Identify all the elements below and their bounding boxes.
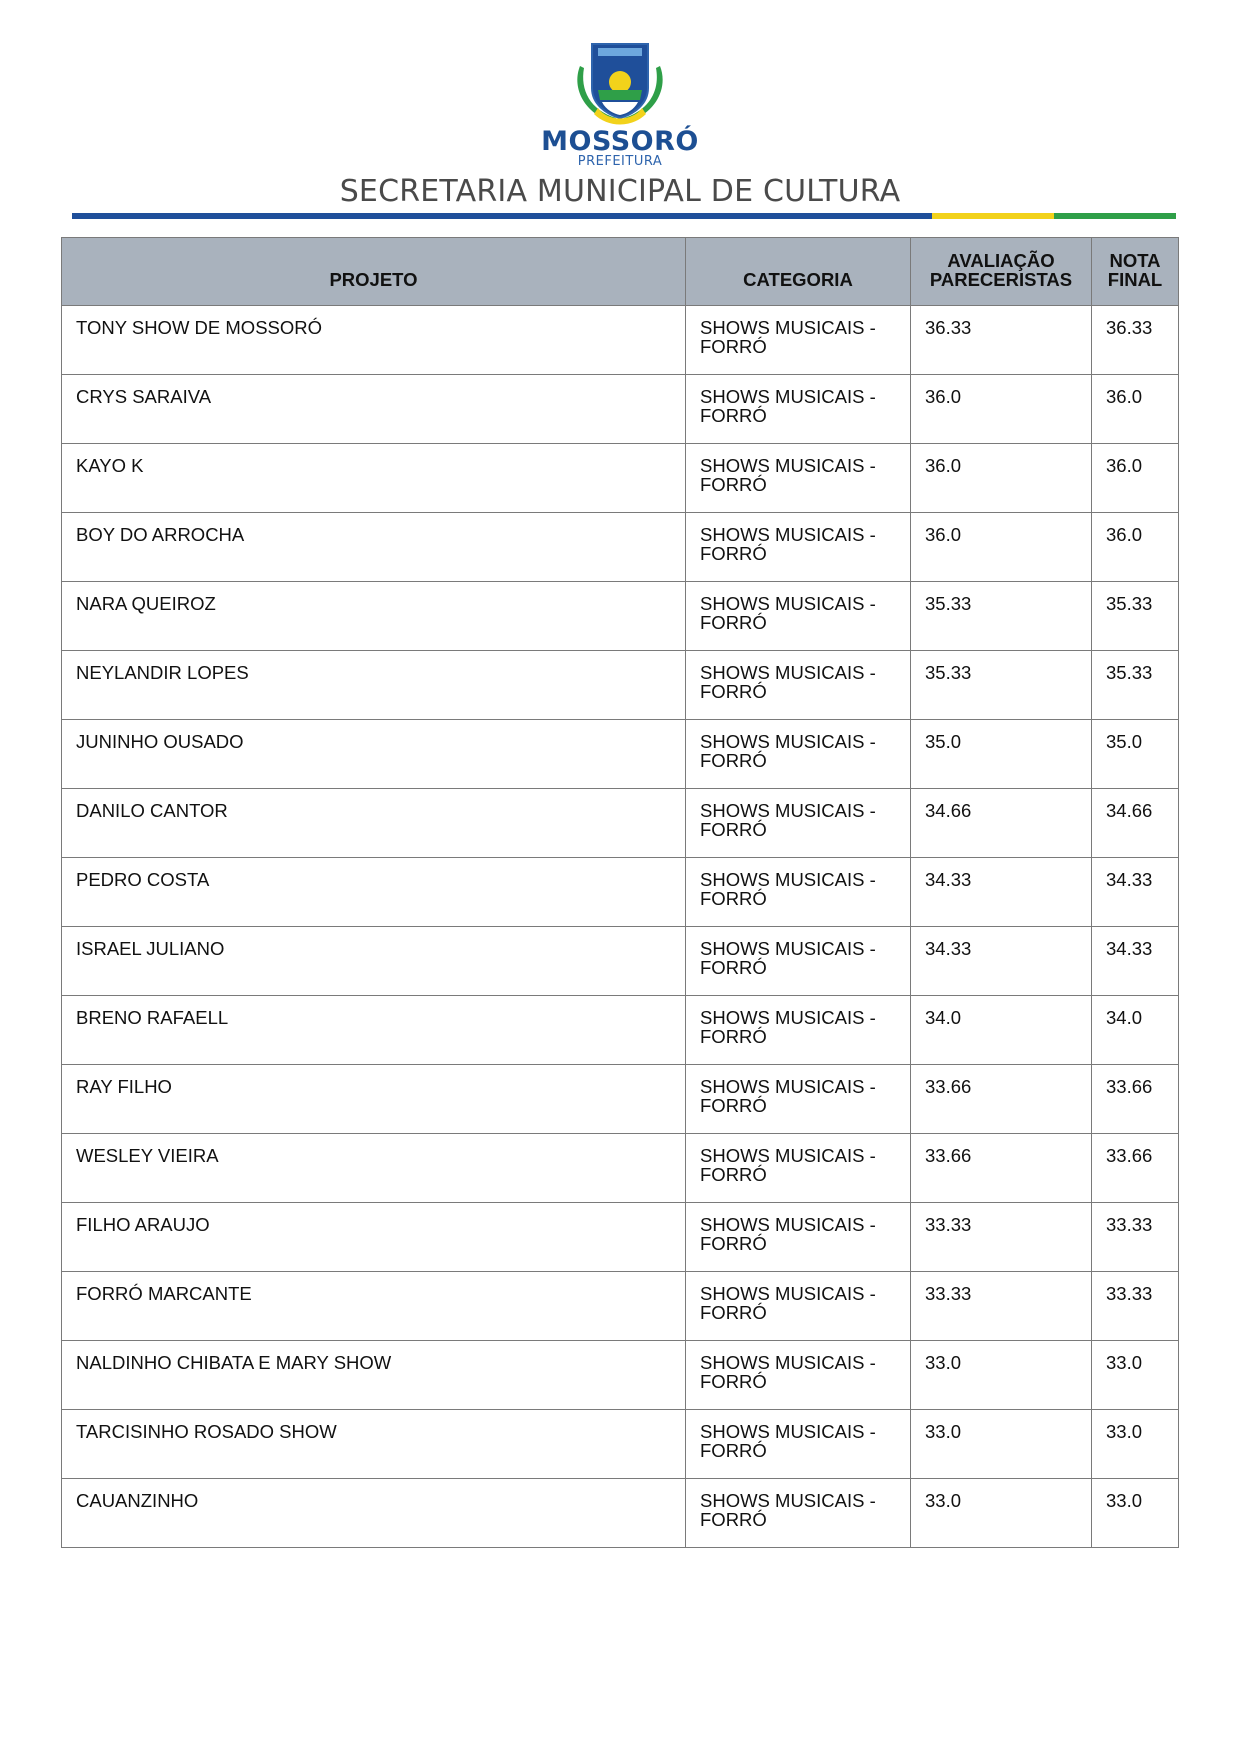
- cell-categoria: [686, 1479, 911, 1548]
- cell-categoria: [686, 720, 911, 789]
- table-row: [62, 858, 1179, 927]
- cell-nota-final: 33.66: [1092, 1134, 1179, 1203]
- cell-categoria: [686, 444, 911, 513]
- cell-projeto: NALDINHO CHIBATA E MARY SHOW: [62, 1341, 686, 1410]
- table-header-row: [62, 238, 1179, 306]
- cell-projeto: FILHO ARAUJO: [62, 1203, 686, 1272]
- table-row: [62, 927, 1179, 996]
- cell-nota-final: 35.0: [1092, 720, 1179, 789]
- cell-categoria-line2: FORRÓ: [700, 1233, 767, 1254]
- cell-categoria: [686, 306, 911, 375]
- cell-categoria-line1: SHOWS MUSICAIS -: [700, 1214, 876, 1235]
- cell-categoria-line2: FORRÓ: [700, 474, 767, 495]
- column-header-nota-final: [1092, 238, 1179, 306]
- cell-nota-final: 34.33: [1092, 927, 1179, 996]
- cell-categoria-line1: SHOWS MUSICAIS -: [700, 455, 876, 476]
- cell-categoria-line1: SHOWS MUSICAIS -: [700, 1283, 876, 1304]
- cell-categoria: [686, 513, 911, 582]
- cell-avaliacao: 33.33: [911, 1203, 1092, 1272]
- cell-categoria-line1: SHOWS MUSICAIS -: [700, 662, 876, 683]
- column-header-avaliacao-line2: PARECERISTAS: [929, 269, 1073, 290]
- cell-categoria: [686, 1272, 911, 1341]
- cell-categoria: [686, 1203, 911, 1272]
- cell-projeto: TONY SHOW DE MOSSORÓ: [62, 306, 686, 375]
- header-divider-blue: [72, 213, 932, 219]
- cell-categoria-line2: FORRÓ: [700, 1095, 767, 1116]
- cell-projeto: TARCISINHO ROSADO SHOW: [62, 1410, 686, 1479]
- table-row: [62, 1479, 1179, 1548]
- cell-categoria-line1: SHOWS MUSICAIS -: [700, 593, 876, 614]
- cell-projeto: ISRAEL JULIANO: [62, 927, 686, 996]
- cell-projeto: NARA QUEIROZ: [62, 582, 686, 651]
- cell-categoria-line1: SHOWS MUSICAIS -: [700, 1352, 876, 1373]
- cell-categoria-line2: FORRÓ: [700, 819, 767, 840]
- cell-categoria-line2: FORRÓ: [700, 957, 767, 978]
- cell-avaliacao: 36.0: [911, 513, 1092, 582]
- table-row: [62, 375, 1179, 444]
- city-coat-of-arms-icon: [568, 38, 672, 126]
- column-header-avaliacao: [911, 238, 1092, 306]
- cell-nota-final: 33.66: [1092, 1065, 1179, 1134]
- cell-projeto: CAUANZINHO: [62, 1479, 686, 1548]
- cell-categoria: [686, 1341, 911, 1410]
- cell-avaliacao: 34.66: [911, 789, 1092, 858]
- cell-nota-final: 34.66: [1092, 789, 1179, 858]
- table-row: [62, 1341, 1179, 1410]
- cell-categoria-line1: SHOWS MUSICAIS -: [700, 317, 876, 338]
- cell-categoria-line2: FORRÓ: [700, 1509, 767, 1530]
- cell-projeto: WESLEY VIEIRA: [62, 1134, 686, 1203]
- cell-avaliacao: 33.33: [911, 1272, 1092, 1341]
- table-row: [62, 720, 1179, 789]
- cell-categoria: [686, 858, 911, 927]
- table-row: [62, 1272, 1179, 1341]
- table-body: [62, 306, 1179, 1548]
- cell-avaliacao: 33.0: [911, 1479, 1092, 1548]
- cell-projeto: JUNINHO OUSADO: [62, 720, 686, 789]
- header-divider-yellow: [932, 213, 1054, 219]
- cell-avaliacao: 33.0: [911, 1410, 1092, 1479]
- table-row: [62, 582, 1179, 651]
- cell-categoria-line2: FORRÓ: [700, 750, 767, 771]
- cell-nota-final: 36.0: [1092, 444, 1179, 513]
- cell-avaliacao: 35.33: [911, 582, 1092, 651]
- prefeitura-label: PREFEITURA: [577, 154, 663, 169]
- table-row: [62, 513, 1179, 582]
- table-row: [62, 1203, 1179, 1272]
- cell-nota-final: 33.33: [1092, 1203, 1179, 1272]
- cell-nota-final: 34.33: [1092, 858, 1179, 927]
- cell-categoria-line2: FORRÓ: [700, 1371, 767, 1392]
- cell-avaliacao: 33.66: [911, 1134, 1092, 1203]
- cell-categoria-line1: SHOWS MUSICAIS -: [700, 1007, 876, 1028]
- cell-projeto: NEYLANDIR LOPES: [62, 651, 686, 720]
- cell-categoria-line2: FORRÓ: [700, 543, 767, 564]
- cell-categoria-line2: FORRÓ: [700, 336, 767, 357]
- table-row: [62, 651, 1179, 720]
- cell-categoria-line2: FORRÓ: [700, 612, 767, 633]
- cell-categoria-line1: SHOWS MUSICAIS -: [700, 1490, 876, 1511]
- cell-nota-final: 33.0: [1092, 1410, 1179, 1479]
- cell-nota-final: 35.33: [1092, 582, 1179, 651]
- cell-categoria-line2: FORRÓ: [700, 1026, 767, 1047]
- cell-categoria-line1: SHOWS MUSICAIS -: [700, 386, 876, 407]
- cell-avaliacao: 33.66: [911, 1065, 1092, 1134]
- cell-avaliacao: 34.0: [911, 996, 1092, 1065]
- cell-categoria: [686, 582, 911, 651]
- cell-categoria: [686, 927, 911, 996]
- cell-categoria: [686, 1065, 911, 1134]
- table-row: [62, 1134, 1179, 1203]
- cell-categoria-line1: SHOWS MUSICAIS -: [700, 800, 876, 821]
- cell-categoria-line1: SHOWS MUSICAIS -: [700, 524, 876, 545]
- cell-projeto: KAYO K: [62, 444, 686, 513]
- cell-projeto: BOY DO ARROCHA: [62, 513, 686, 582]
- cell-categoria: [686, 375, 911, 444]
- column-header-nota-line1: NOTA: [1109, 250, 1161, 271]
- cell-categoria-line1: SHOWS MUSICAIS -: [700, 869, 876, 890]
- cell-projeto: BRENO RAFAELL: [62, 996, 686, 1065]
- cell-projeto: RAY FILHO: [62, 1065, 686, 1134]
- cell-categoria: [686, 651, 911, 720]
- cell-categoria-line2: FORRÓ: [700, 405, 767, 426]
- city-name: MOSSORÓ: [541, 126, 699, 157]
- header-divider-green: [1054, 213, 1176, 219]
- cell-nota-final: 35.33: [1092, 651, 1179, 720]
- column-header-categoria: CATEGORIA: [686, 238, 911, 306]
- cell-categoria-line1: SHOWS MUSICAIS -: [700, 938, 876, 959]
- cell-categoria-line2: FORRÓ: [700, 681, 767, 702]
- cell-projeto: CRYS SARAIVA: [62, 375, 686, 444]
- cell-projeto: FORRÓ MARCANTE: [62, 1272, 686, 1341]
- cell-nota-final: 36.0: [1092, 375, 1179, 444]
- table-row: [62, 306, 1179, 375]
- cell-avaliacao: 35.33: [911, 651, 1092, 720]
- table-row: [62, 996, 1179, 1065]
- cell-nota-final: 36.0: [1092, 513, 1179, 582]
- cell-categoria: [686, 1134, 911, 1203]
- cell-categoria-line2: FORRÓ: [700, 1164, 767, 1185]
- cell-categoria-line1: SHOWS MUSICAIS -: [700, 1076, 876, 1097]
- cell-nota-final: 33.0: [1092, 1479, 1179, 1548]
- cell-categoria: [686, 996, 911, 1065]
- cell-projeto: DANILO CANTOR: [62, 789, 686, 858]
- cell-nota-final: 36.33: [1092, 306, 1179, 375]
- cell-nota-final: 33.33: [1092, 1272, 1179, 1341]
- cell-avaliacao: 36.33: [911, 306, 1092, 375]
- cell-categoria: [686, 789, 911, 858]
- cell-categoria-line2: FORRÓ: [700, 1302, 767, 1323]
- cell-nota-final: 33.0: [1092, 1341, 1179, 1410]
- table-row: [62, 1410, 1179, 1479]
- table-row: [62, 444, 1179, 513]
- cell-categoria-line2: FORRÓ: [700, 888, 767, 909]
- cell-nota-final: 34.0: [1092, 996, 1179, 1065]
- cell-avaliacao: 36.0: [911, 444, 1092, 513]
- cell-categoria-line2: FORRÓ: [700, 1440, 767, 1461]
- column-header-projeto: PROJETO: [62, 238, 686, 306]
- cell-avaliacao: 33.0: [911, 1341, 1092, 1410]
- column-header-nota-line2: FINAL: [1107, 269, 1163, 290]
- page-header: [0, 0, 1240, 225]
- cell-projeto: PEDRO COSTA: [62, 858, 686, 927]
- cell-avaliacao: 34.33: [911, 858, 1092, 927]
- results-table: [61, 237, 1179, 1548]
- cell-avaliacao: 34.33: [911, 927, 1092, 996]
- table-row: [62, 1065, 1179, 1134]
- cell-categoria-line1: SHOWS MUSICAIS -: [700, 1145, 876, 1166]
- cell-avaliacao: 35.0: [911, 720, 1092, 789]
- column-header-avaliacao-line1: AVALIAÇÃO: [947, 250, 1055, 271]
- cell-categoria: [686, 1410, 911, 1479]
- cell-avaliacao: 36.0: [911, 375, 1092, 444]
- cell-categoria-line1: SHOWS MUSICAIS -: [700, 731, 876, 752]
- table-row: [62, 789, 1179, 858]
- department-title: SECRETARIA MUNICIPAL DE CULTURA: [339, 174, 901, 209]
- cell-categoria-line1: SHOWS MUSICAIS -: [700, 1421, 876, 1442]
